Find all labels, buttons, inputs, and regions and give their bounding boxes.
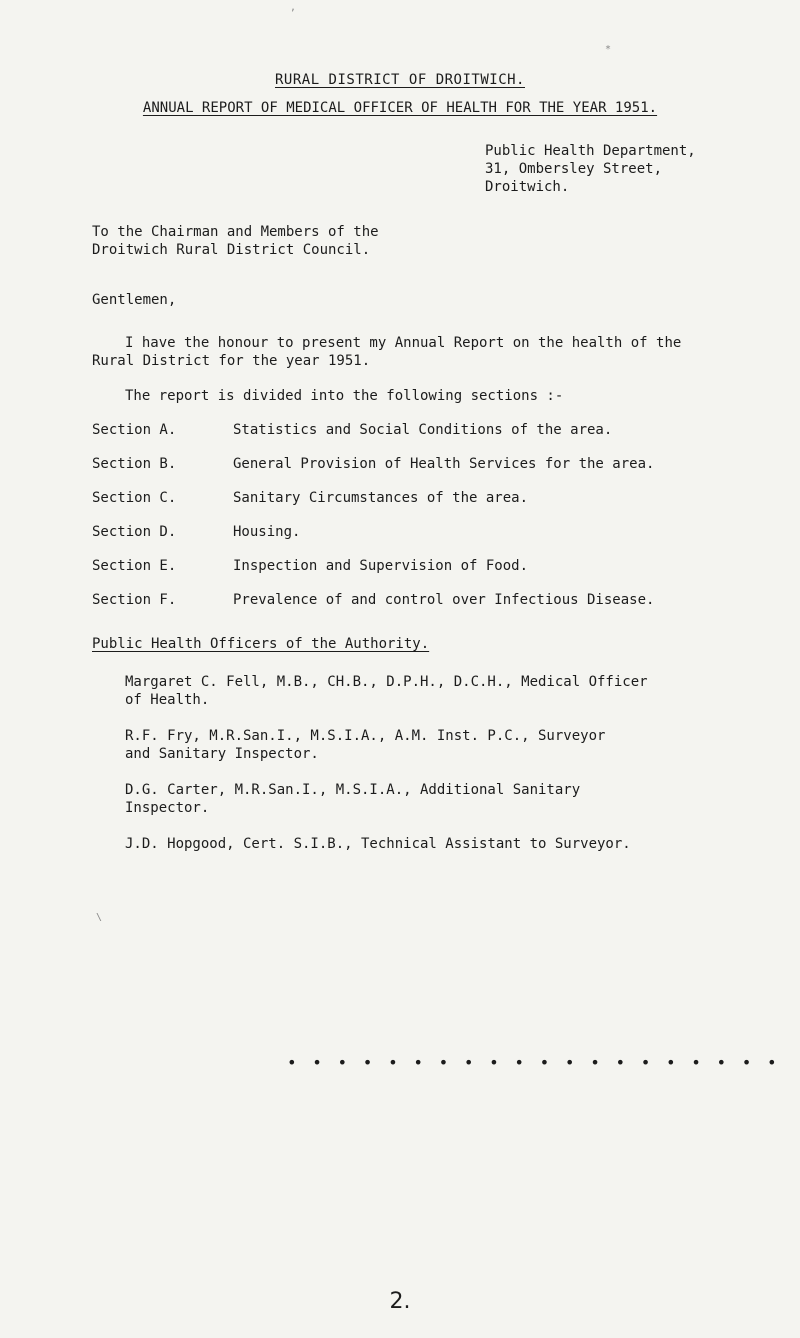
section-a-text: Statistics and Social Conditions of the area. bbox=[233, 422, 613, 438]
section-f-text: Prevalence of and control over Infectious Disease. bbox=[233, 592, 655, 608]
section-e-text: Inspection and Supervision of Food. bbox=[233, 558, 529, 574]
officer-1-line-2: of Health. bbox=[125, 692, 210, 708]
section-b-label: Section B. bbox=[92, 456, 177, 472]
page-number: 2. bbox=[389, 1289, 411, 1314]
asterisk-mark: * bbox=[605, 44, 612, 55]
officer-4-line-1: J.D. Hopgood, Cert. S.I.B., Technical Assistant to Surveyor. bbox=[125, 836, 631, 852]
section-f-label: Section F. bbox=[92, 592, 177, 608]
addressee-line-1: To the Chairman and Members of the bbox=[92, 224, 379, 240]
officer-3-line-1: D.G. Carter, M.R.San.I., M.S.I.A., Additional Sanitary bbox=[125, 782, 581, 798]
sections-intro: The report is divided into the following sections :- bbox=[125, 388, 564, 404]
officers-heading: Public Health Officers of the Authority. bbox=[92, 636, 430, 652]
section-c-text: Sanitary Circumstances of the area. bbox=[233, 490, 529, 506]
district-title: RURAL DISTRICT OF DROITWICH. bbox=[274, 72, 525, 88]
addressee-line-2: Droitwich Rural District Council. bbox=[92, 242, 371, 258]
report-title: ANNUAL REPORT OF MEDICAL OFFICER OF HEALTH FOR THE YEAR 1951. bbox=[142, 100, 658, 116]
section-d-label: Section D. bbox=[92, 524, 177, 540]
officer-1-line-1: Margaret C. Fell, M.B., CH.B., D.P.H., D.C.H., Medical Officer bbox=[125, 674, 648, 690]
address-line-3: Droitwich. bbox=[485, 179, 570, 195]
officer-2-line-2: and Sanitary Inspector. bbox=[125, 746, 319, 762]
section-e-label: Section E. bbox=[92, 558, 177, 574]
corner-mark: , bbox=[290, 2, 297, 13]
address-line-2: 31, Ombersley Street, bbox=[485, 161, 663, 177]
officer-2-line-1: R.F. Fry, M.R.San.I., M.S.I.A., A.M. Inst. P.C., Surveyor bbox=[125, 728, 606, 744]
section-d-text: Housing. bbox=[233, 524, 301, 540]
section-c-label: Section C. bbox=[92, 490, 177, 506]
margin-mark: \ bbox=[96, 912, 103, 923]
officer-3-line-2: Inspector. bbox=[125, 800, 210, 816]
address-line-1: Public Health Department, bbox=[485, 143, 696, 159]
greeting: Gentlemen, bbox=[92, 292, 177, 308]
intro-line-2: Rural District for the year 1951. bbox=[92, 353, 371, 369]
section-a-label: Section A. bbox=[92, 422, 177, 438]
intro-line-1: I have the honour to present my Annual Report on the health of the bbox=[125, 335, 682, 351]
dot-separator: • • • • • • • • • • • • • • • • • • • • bbox=[287, 1053, 780, 1072]
section-b-text: General Provision of Health Services for the area. bbox=[233, 456, 655, 472]
